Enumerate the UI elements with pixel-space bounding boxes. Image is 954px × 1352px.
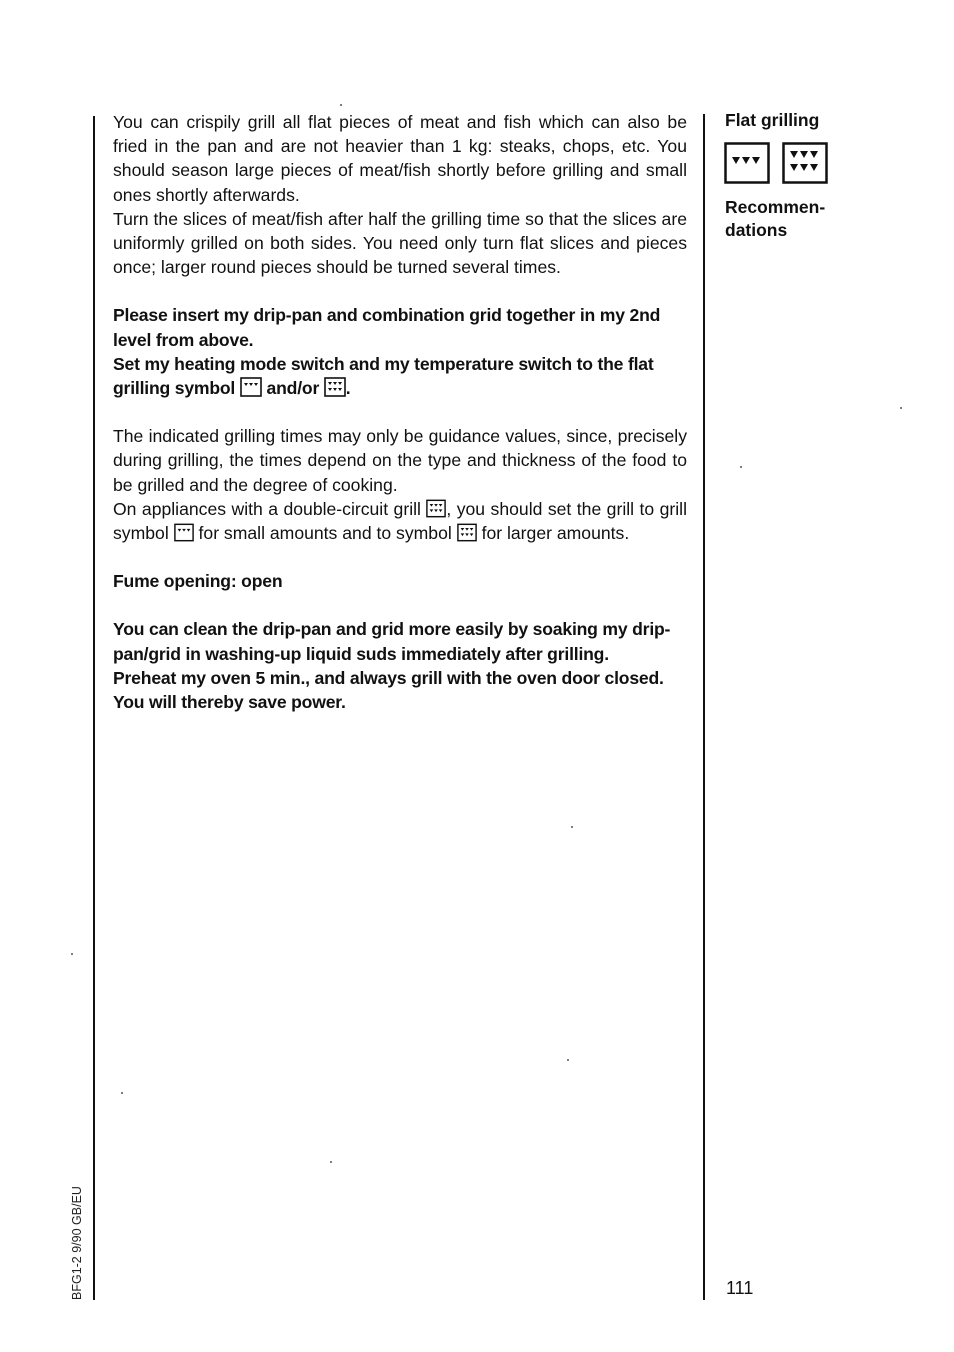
flat-grill-single-icon xyxy=(240,377,262,397)
double-circuit-text-a: On appliances with a double-circuit grill xyxy=(113,498,421,519)
scan-speck xyxy=(567,1059,569,1061)
flat-grill-double-icon xyxy=(426,499,446,518)
scan-speck xyxy=(900,407,902,409)
double-circuit-text-b: , you should set the grill to grill symbol xyxy=(113,498,687,544)
double-circuit-text-c: for small amounts and to symbol xyxy=(198,523,452,544)
scan-speck xyxy=(71,953,73,955)
paragraph-double-circuit xyxy=(113,497,687,545)
sidebar-heading-recommendations: Recommen-dations xyxy=(725,197,826,240)
scan-speck xyxy=(330,1161,332,1163)
instruction-set-switch xyxy=(113,352,687,400)
double-circuit-text-d: for larger amounts. xyxy=(481,523,630,544)
scan-speck xyxy=(571,826,573,828)
instruction-set-switch-end: . xyxy=(345,378,351,399)
instruction-insert-pan: Please insert my drip-pan and combination grid together in my 2nd level from above. xyxy=(113,305,661,350)
left-margin-rule xyxy=(93,116,95,1300)
paragraph-turning: Turn the slices of meat/fish after half the grilling time so that the slices are uniformly grilled on both sides. You need only turn flat slices and pieces once; larger round pieces should be turned several times. xyxy=(113,208,687,278)
instruction-set-switch-text: Set my heating mode switch and my temperature switch to the flat grilling symbol xyxy=(113,353,654,399)
flat-grill-double-icon xyxy=(457,523,477,542)
instruction-set-switch-and-or: and/or xyxy=(266,378,320,399)
fume-opening-note: Fume opening: open xyxy=(113,571,283,592)
right-margin-rule xyxy=(703,114,705,1300)
scan-speck xyxy=(121,1092,123,1094)
flat-grill-single-icon xyxy=(724,142,770,189)
paragraph-intro: You can crispily grill all flat pieces of meat and fish which can also be fried in the pan and are not heavier than 1 kg: steaks, chops, etc. You should season large pieces of meat/fish shortly before grilling and small ones shortly afterwards. xyxy=(113,112,687,205)
preheat-tip: Preheat my oven 5 min., and always grill with the oven door closed. You will thereby save power. xyxy=(113,667,664,713)
main-text-column xyxy=(113,110,687,714)
flat-grill-single-icon xyxy=(174,523,194,542)
paragraph-guidance: The indicated grilling times may only be guidance values, since, precisely during grilling, the times depend on the type and thickness of the food to be grilled and the degree of cooking. xyxy=(113,426,687,495)
scan-speck xyxy=(740,466,742,468)
page-number: 111 xyxy=(726,1278,754,1298)
sidebar-heading-flat-grilling: Flat grilling xyxy=(725,110,820,130)
document-code: BFG1-2 9/90 GB/EU xyxy=(70,1186,84,1300)
flat-grill-double-icon xyxy=(324,377,346,397)
flat-grill-double-icon xyxy=(782,142,828,189)
scan-speck xyxy=(340,104,342,106)
cleaning-tip: You can clean the drip-pan and grid more easily by soaking my drip-pan/grid in washing-up liquid suds immediately after grilling. xyxy=(113,619,671,664)
